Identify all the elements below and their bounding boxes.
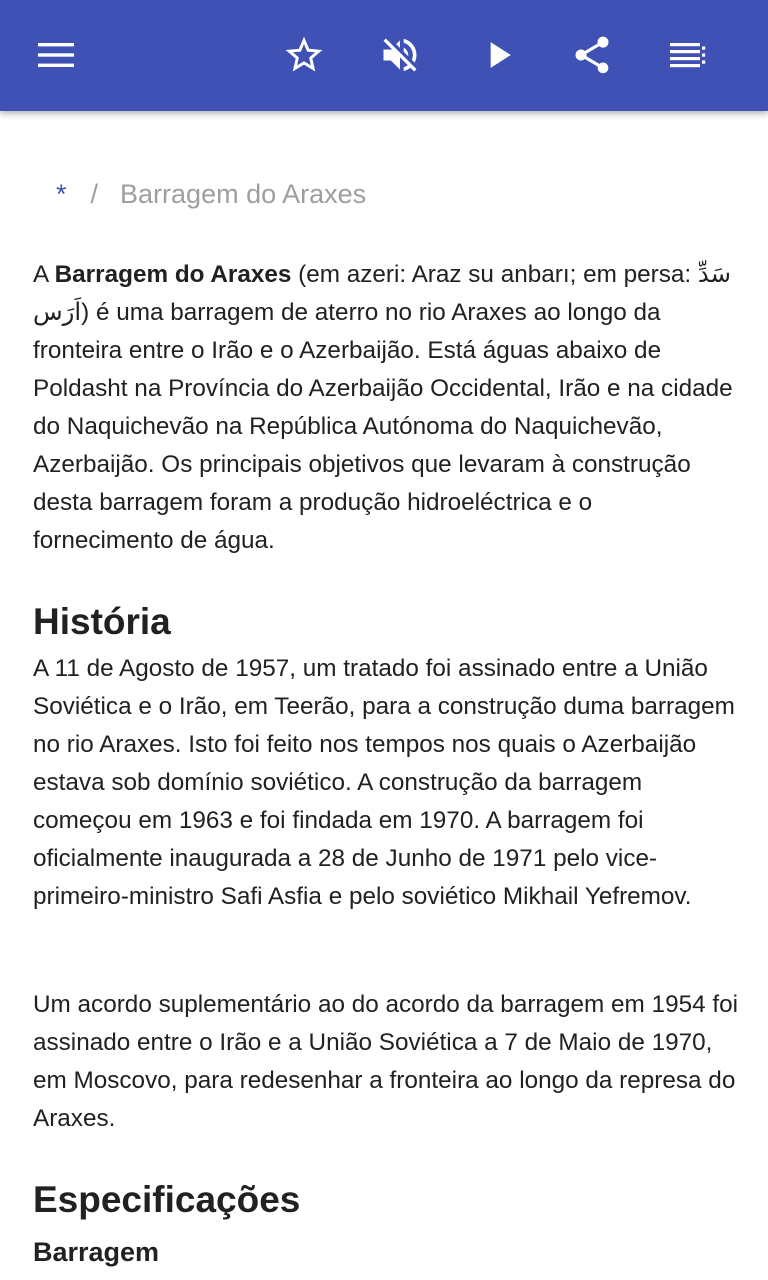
breadcrumb-current: Barragem do Araxes — [120, 179, 367, 209]
menu-button[interactable] — [28, 27, 84, 83]
bookmark-button[interactable] — [276, 27, 332, 83]
article-intro — [33, 256, 738, 560]
breadcrumb-separator: / — [90, 179, 99, 209]
star-outline-icon — [282, 33, 326, 77]
intro-paragraph — [33, 256, 738, 560]
contents-button[interactable] — [660, 27, 716, 83]
play-icon — [476, 33, 520, 77]
article-title-bold: Barragem do Araxes — [54, 261, 292, 288]
section-heading-especificacoes: Especificações — [33, 1179, 301, 1220]
share-button[interactable] — [564, 27, 620, 83]
historia-paragraph-1: A 11 de Agosto de 1957, um tratado foi assinado entre a União Soviética e o Irão, em Teerão, para a construção duma barragem no rio Araxes. Isto foi feito nos tempos nos quais o Azerbaijão estava sob domínio soviético. A construção da barragem começou em 1963 e foi findada em 1970. A barragem foi oficialmente inaugurada a 28 de Junho de 1971 pelo vice-primeiro-ministro Safi Asfia e pelo soviético Mikhail Yefremov. — [33, 655, 735, 910]
mute-button[interactable] — [372, 27, 428, 83]
breadcrumb — [56, 179, 366, 219]
volume-mute-icon — [378, 33, 422, 77]
historia-content — [33, 650, 738, 916]
persian-name: سَدِّ اَرَس — [33, 261, 731, 326]
play-button[interactable] — [470, 27, 526, 83]
historia-paragraph-2: Um acordo suplementário ao do acordo da barragem em 1954 foi assinado entre o Irão e a União Soviética a 7 de Maio de 1970, em Moscovo, para redesenhar a fronteira ao longo da represa do Araxes. — [33, 991, 739, 1132]
breadcrumb-home-link[interactable]: * — [56, 179, 67, 209]
intro-after-title: (em azeri: Araz su anbarı; em persa: — [291, 261, 698, 288]
intro-rest: ) é uma barragem de aterro no rio Araxes ao longo da fronteira entre o Irão e o Azerbaijão. Está águas abaixo de Poldasht na Província do Azerbaijão Occidental, Irão e na cidade do Naquichevão na República Autónoma do Naquichevão, Azerbaijão. Os principais objetivos que levaram à construção desta barragem foram a produção hidroeléctrica e o fornecimento de água. — [33, 299, 733, 554]
playlist-icon — [668, 40, 708, 70]
subsection-heading-barragem: Barragem — [33, 1237, 160, 1267]
historia-content-2 — [33, 986, 738, 1138]
app-toolbar — [0, 0, 768, 111]
share-icon — [570, 33, 614, 77]
intro-prefix: A — [33, 261, 55, 288]
menu-icon — [36, 40, 76, 70]
section-heading-historia: História — [33, 601, 171, 642]
